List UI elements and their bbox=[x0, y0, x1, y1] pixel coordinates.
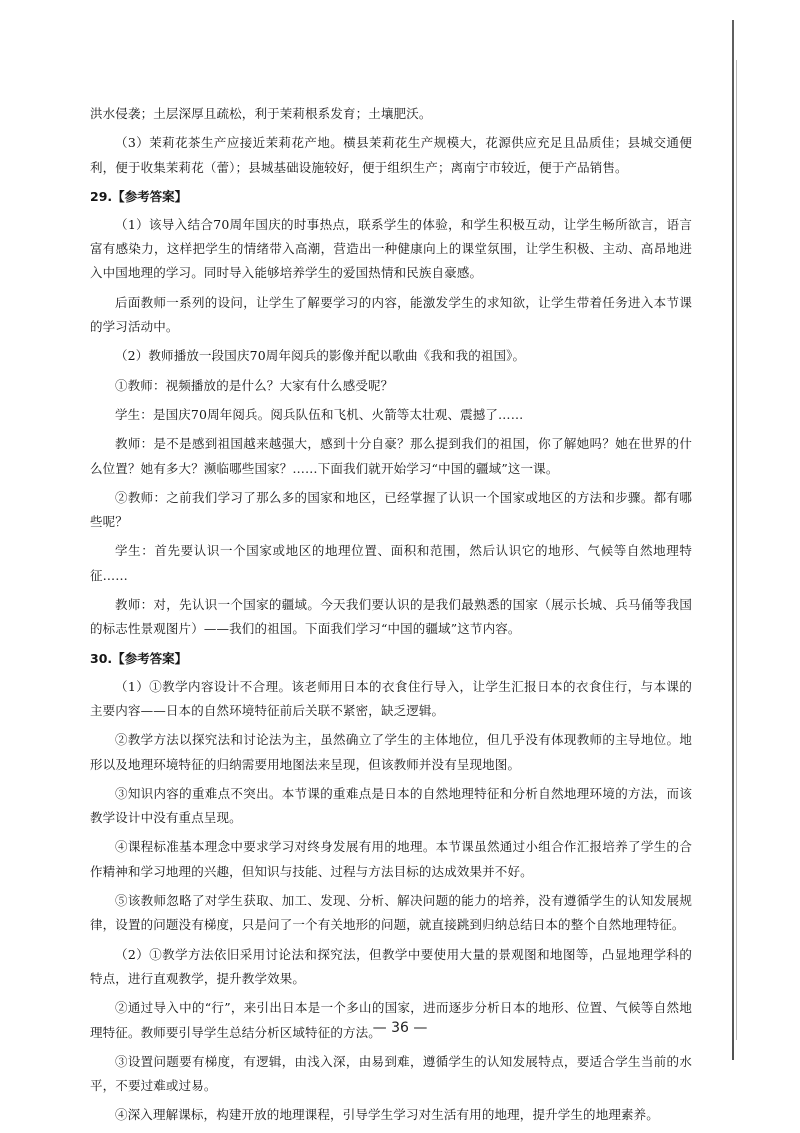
paragraph: 学生：首先要认识一个国家或地区的地理位置、面积和范围，然后认识它的地形、气候等自然地理特征…… bbox=[90, 543, 692, 583]
paragraph: ④课程标准基本理念中要求学习对终身发展有用的地理。本节课虽然通过小组合作汇报培养了学生的合作精神和学习地理的兴趣，但知识与技能、过程与方法目标的达成效果并不好。 bbox=[90, 839, 692, 879]
paragraph: ④深入理解课标，构建开放的地理课程，引导学生学习对生活有用的地理，提升学生的地理素养。 bbox=[115, 1107, 659, 1123]
paragraph: 教师：对，先认识一个国家的疆域。今天我们要认识的是我们最熟悉的国家（展示长城、兵马俑等我国的标志性景观图片）——我们的祖国。下面我们学习“中国的疆域”这节内容。 bbox=[90, 597, 692, 637]
paragraph: 学生：是国庆70周年阅兵。阅兵队伍和飞机、火箭等太壮观、震撼了…… bbox=[115, 406, 524, 422]
paragraph: （1）该导入结合70周年国庆的时事热点，联系学生的体验，和学生积极互动，让学生畅所欲言，语言富有感染力，这样把学生的情绪带入高潮，营造出一种健康向上的课堂氛围，让学生积极、主动、高昂地进入中国地理的学习。同时导入能够培养学生的爱国热情和民族自豪感。 bbox=[90, 216, 692, 281]
paragraph: （2）教师播放一段国庆70周年阅兵的影像并配以歌曲《我和我的祖国》。 bbox=[115, 348, 526, 364]
paragraph: （3）茉莉花茶生产应接近茉莉花产地。横县茉莉花生产规模大，花源供应充足且品质佳；县城交通便利，便于收集茉莉花（蕾）；县城基础设施较好，便于组织生产；离南宁市较近，便于产品销售。 bbox=[90, 135, 692, 175]
paragraph: 教师：是不是感到祖国越来越强大，感到十分自豪？那么提到我们的祖国，你了解她吗？她在世界的什么位置？她有多大？濒临哪些国家？……下面我们就开始学习“中国的疆域”这一课。 bbox=[90, 436, 692, 476]
section-heading: 29.【参考答案】 bbox=[90, 188, 188, 204]
scan-edge-line-faint bbox=[736, 60, 737, 1040]
paragraph: （1）①教学内容设计不合理。该老师用日本的衣食住行导入，让学生汇报日本的衣食住行，与本课的主要内容——日本的自然环境特征前后关联不紧密，缺乏逻辑。 bbox=[90, 678, 692, 718]
section-heading: 30.【参考答案】 bbox=[90, 650, 188, 666]
scan-edge-line bbox=[732, 20, 734, 1060]
paragraph: ②教师：之前我们学习了那么多的国家和地区，已经掌握了认识一个国家或地区的方法和步骤。都有哪些呢？ bbox=[90, 489, 692, 530]
paragraph: ③设置问题要有梯度，有逻辑，由浅入深，由易到难，遵循学生的认知发展特点，要适合学生当前的水平，不要过难或过易。 bbox=[90, 1053, 692, 1094]
paragraph: 洪水侵袭；土层深厚且疏松，利于茉莉根系发育；土壤肥沃。 bbox=[90, 106, 432, 121]
paragraph: ⑤该教师忽略了对学生获取、加工、发现、分析、解决问题的能力的培养，没有遵循学生的认知发展规律，设置的问题没有梯度，只是问了一个有关地形的问题，就直接跳到归纳总结日本的整个自然地理特征。 bbox=[90, 893, 692, 933]
document-body bbox=[90, 102, 692, 1133]
paragraph: ②通过导入中的“行”，来引出日本是一个多山的国家，进而逐步分析日本的地形、位置、气候等自然地理特征。教师要引导学生总结分析区域特征的方法。 bbox=[90, 1000, 692, 1040]
page-number: — 36 — bbox=[372, 1020, 428, 1036]
paragraph: ②教学方法以探究法和讨论法为主，虽然确立了学生的主体地位，但几乎没有体现教师的主导地位。地形以及地理环境特征的归纳需要用地图法来呈现，但该教师并没有呈现地图。 bbox=[90, 732, 692, 772]
paragraph: 后面教师一系列的设问，让学生了解要学习的内容，能激发学生的求知欲，让学生带着任务进入本节课的学习活动中。 bbox=[90, 294, 692, 335]
paragraph: （2）①教学方法依旧采用讨论法和探究法，但教学中要使用大量的景观图和地图等，凸显地理学科的特点，进行直观教学，提升教学效果。 bbox=[90, 946, 692, 986]
paragraph: ①教师：视频播放的是什么？大家有什么感受呢？ bbox=[115, 377, 394, 393]
paragraph: ③知识内容的重难点不突出。本节课的重难点是日本的自然地理特征和分析自然地理环境的方法，而该教学设计中没有重点呈现。 bbox=[90, 785, 692, 826]
